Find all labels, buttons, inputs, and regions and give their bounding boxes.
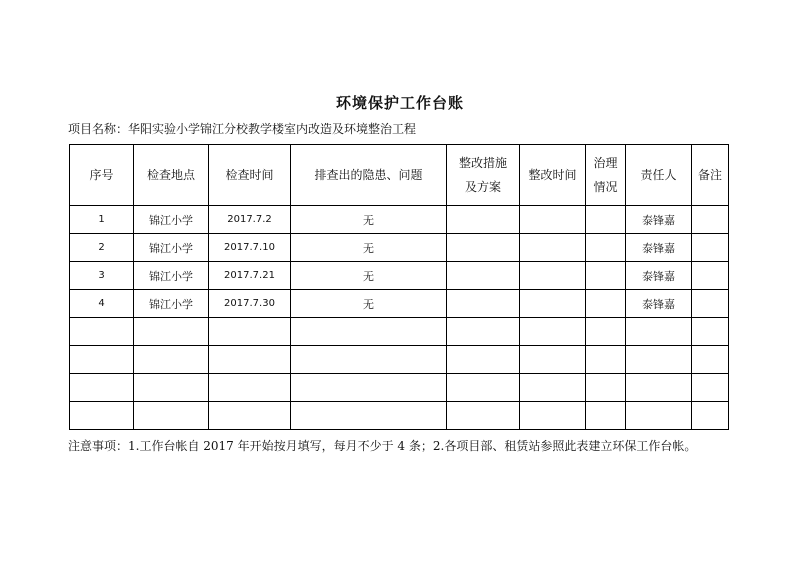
cell-col-owner: 泰锋嘉 bbox=[626, 206, 692, 234]
cell-col-index: 1 bbox=[70, 206, 134, 234]
cell-col-status bbox=[586, 402, 626, 430]
cell-col-status bbox=[586, 262, 626, 290]
cell-col-index: 3 bbox=[70, 262, 134, 290]
cell-col-owner bbox=[626, 374, 692, 402]
cell-col-issues: 无 bbox=[291, 206, 447, 234]
cell-col-measures bbox=[447, 374, 520, 402]
cell-col-remarks bbox=[692, 234, 729, 262]
cell-col-date: 2017.7.21 bbox=[209, 262, 291, 290]
cell-col-location bbox=[134, 318, 209, 346]
cell-col-index bbox=[70, 374, 134, 402]
cell-col-remarks bbox=[692, 346, 729, 374]
table-row bbox=[70, 346, 729, 374]
cell-col-index bbox=[70, 402, 134, 430]
cell-col-index: 2 bbox=[70, 234, 134, 262]
cell-col-fix-date bbox=[520, 290, 586, 318]
cell-col-measures bbox=[447, 346, 520, 374]
cell-col-fix-date bbox=[520, 374, 586, 402]
cell-col-remarks bbox=[692, 206, 729, 234]
cell-col-status bbox=[586, 374, 626, 402]
cell-col-remarks bbox=[692, 402, 729, 430]
page-title: 环境保护工作台账 bbox=[335, 94, 464, 112]
cell-col-owner: 泰锋嘉 bbox=[626, 262, 692, 290]
table-row bbox=[70, 206, 729, 234]
table-row bbox=[70, 262, 729, 290]
cell-col-owner bbox=[626, 346, 692, 374]
cell-col-fix-date bbox=[520, 318, 586, 346]
cell-col-remarks bbox=[692, 374, 729, 402]
cell-col-fix-date bbox=[520, 402, 586, 430]
header-col-date: 检查时间 bbox=[209, 145, 291, 206]
notes: 注意事项：1.工作台帐自 2017 年开始按月填写，每月不少于 4 条；2.各项目部、租赁站参照此表建立环保工作台帐。 bbox=[68, 439, 697, 453]
cell-col-status bbox=[586, 206, 626, 234]
cell-col-issues bbox=[291, 402, 447, 430]
cell-col-date bbox=[209, 402, 291, 430]
header-col-measures: 整改措施 及方案 bbox=[447, 145, 520, 206]
cell-col-location: 锦江小学 bbox=[134, 262, 209, 290]
header-col-issues: 排查出的隐患、问题 bbox=[291, 145, 447, 206]
cell-col-issues bbox=[291, 374, 447, 402]
table-row bbox=[70, 374, 729, 402]
cell-col-index: 4 bbox=[70, 290, 134, 318]
table-row bbox=[70, 318, 729, 346]
cell-col-location: 锦江小学 bbox=[134, 234, 209, 262]
cell-col-index bbox=[70, 318, 134, 346]
cell-col-fix-date bbox=[520, 262, 586, 290]
header-col-location: 检查地点 bbox=[134, 145, 209, 206]
cell-col-location: 锦江小学 bbox=[134, 290, 209, 318]
cell-col-remarks bbox=[692, 290, 729, 318]
cell-col-owner: 泰锋嘉 bbox=[626, 290, 692, 318]
cell-col-owner: 泰锋嘉 bbox=[626, 234, 692, 262]
cell-col-date: 2017.7.30 bbox=[209, 290, 291, 318]
cell-col-measures bbox=[447, 262, 520, 290]
cell-col-issues: 无 bbox=[291, 290, 447, 318]
table-row bbox=[70, 234, 729, 262]
cell-col-fix-date bbox=[520, 234, 586, 262]
cell-col-measures bbox=[447, 234, 520, 262]
cell-col-remarks bbox=[692, 318, 729, 346]
table-row bbox=[70, 402, 729, 430]
cell-col-owner bbox=[626, 402, 692, 430]
cell-col-measures bbox=[447, 290, 520, 318]
cell-col-fix-date bbox=[520, 346, 586, 374]
cell-col-issues: 无 bbox=[291, 262, 447, 290]
header-row bbox=[70, 145, 729, 206]
cell-col-location bbox=[134, 374, 209, 402]
header-col-fix-date: 整改时间 bbox=[520, 145, 586, 206]
cell-col-status bbox=[586, 318, 626, 346]
cell-col-status bbox=[586, 290, 626, 318]
cell-col-status bbox=[586, 234, 626, 262]
cell-col-location bbox=[134, 402, 209, 430]
table-body bbox=[70, 206, 729, 430]
project-name: 项目名称：华阳实验小学锦江分校教学楼室内改造及环境整治工程 bbox=[68, 122, 417, 136]
ledger-table bbox=[69, 144, 729, 430]
cell-col-measures bbox=[447, 402, 520, 430]
cell-col-location: 锦江小学 bbox=[134, 206, 209, 234]
cell-col-date: 2017.7.2 bbox=[209, 206, 291, 234]
header-col-status: 治理 情况 bbox=[586, 145, 626, 206]
cell-col-fix-date bbox=[520, 206, 586, 234]
cell-col-location bbox=[134, 346, 209, 374]
table-row bbox=[70, 290, 729, 318]
header-col-owner: 责任人 bbox=[626, 145, 692, 206]
cell-col-issues bbox=[291, 346, 447, 374]
header-col-remarks: 备注 bbox=[692, 145, 729, 206]
cell-col-measures bbox=[447, 318, 520, 346]
cell-col-date bbox=[209, 346, 291, 374]
cell-col-issues bbox=[291, 318, 447, 346]
cell-col-issues: 无 bbox=[291, 234, 447, 262]
cell-col-owner bbox=[626, 318, 692, 346]
cell-col-date bbox=[209, 374, 291, 402]
header-col-index: 序号 bbox=[70, 145, 134, 206]
cell-col-index bbox=[70, 346, 134, 374]
cell-col-date: 2017.7.10 bbox=[209, 234, 291, 262]
cell-col-date bbox=[209, 318, 291, 346]
cell-col-measures bbox=[447, 206, 520, 234]
cell-col-remarks bbox=[692, 262, 729, 290]
cell-col-status bbox=[586, 346, 626, 374]
